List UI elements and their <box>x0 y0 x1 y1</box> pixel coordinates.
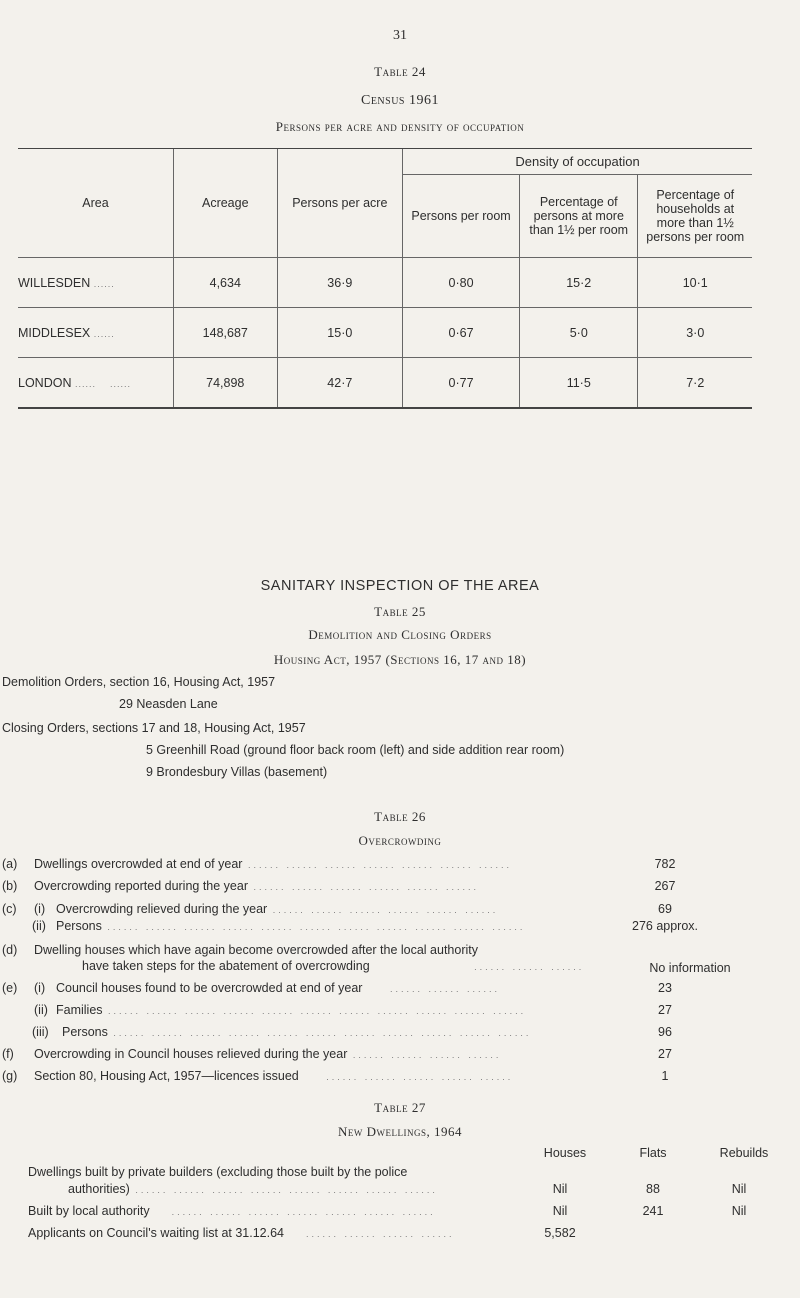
row-area: LONDON <box>18 375 72 390</box>
row-ppr: 0·67 <box>403 308 520 358</box>
item-sub-marker: (i) <box>34 981 46 995</box>
row-pct-persons: 15·2 <box>520 258 638 308</box>
item-sub-marker: (ii) <box>32 919 46 933</box>
row-label: Dwellings built by private builders (excluding those built by the police <box>28 1165 408 1179</box>
row-pct-households: 10·1 <box>638 258 752 308</box>
header-acreage: Acreage <box>174 149 278 258</box>
item-marker: (a) <box>2 857 18 871</box>
table24-title: Table 24 <box>374 64 426 79</box>
leader-dots: ...... ...... ...... ...... ...... ...... <box>267 905 499 915</box>
leader-dots: ...... ...... ...... ...... ...... ...... ...... ...... ...... ...... ...... <box>107 1028 532 1038</box>
item-text: Persons <box>56 919 102 933</box>
leader-dots: ...... ...... ...... ...... <box>284 1229 455 1239</box>
item-text: Families <box>56 1003 103 1017</box>
closing-label: Closing Orders, sections 17 and 18, Housing Act, 1957 <box>2 721 306 735</box>
item-marker: (c) <box>2 902 17 916</box>
item-text-continued: have taken steps for the abatement of overcrowding <box>82 959 370 973</box>
item-value: 96 <box>658 1025 672 1039</box>
item-value: 782 <box>654 857 676 871</box>
list-item <box>34 857 644 871</box>
table25-title: Table 25 <box>374 604 426 619</box>
page-number: 31 <box>393 28 407 43</box>
row-area: WILLESDEN <box>18 275 91 290</box>
table25-subtitle: Demolition and Closing Orders <box>308 627 492 642</box>
header-density: Density of occupation <box>403 149 752 175</box>
header-pct-households: Percentage of households at more than 1½ persons per room <box>638 175 752 258</box>
cell-flats: 241 <box>642 1204 664 1218</box>
demolition-label: Demolition Orders, section 16, Housing Act, 1957 <box>2 675 276 689</box>
item-marker: (b) <box>2 879 18 893</box>
leader-dots: ...... ...... ...... ...... ...... ...... ...... <box>242 860 512 870</box>
column-header-flats: Flats <box>639 1146 667 1160</box>
row-label: Applicants on Council's waiting list at 31.12.64 <box>28 1226 285 1240</box>
leader-dots: ...... ...... ...... <box>362 984 500 994</box>
demolition-item: 29 Neasden Lane <box>119 697 218 711</box>
leader-dots: ...... ...... ...... ...... ...... ...... <box>248 882 480 892</box>
table26-title: Table 26 <box>374 809 426 824</box>
row-area: MIDDLESEX <box>18 325 91 340</box>
table27-title: Table 27 <box>374 1100 426 1115</box>
item-text: Section 80, Housing Act, 1957—licences issued <box>34 1069 299 1083</box>
table-row <box>28 1226 518 1240</box>
leader-dots: ...... ...... ...... ...... ...... ...... ...... ...... <box>129 1185 438 1195</box>
cell-houses: Nil <box>552 1204 568 1218</box>
row-label: Built by local authority <box>28 1204 150 1218</box>
row-ppr: 0·80 <box>403 258 520 308</box>
table-row <box>18 258 752 308</box>
leader-dots: ...... ...... ...... ...... ...... ...... ...... ...... ...... ...... ...... <box>102 1006 527 1016</box>
item-value: 267 <box>654 879 676 893</box>
row-label-continued: authorities) <box>68 1182 130 1196</box>
cell-rebuilds: Nil <box>731 1182 747 1196</box>
table-row <box>18 308 752 358</box>
row-pct-persons: 5·0 <box>520 308 638 358</box>
row-ppr: 0·77 <box>403 358 520 409</box>
column-header-houses: Houses <box>543 1146 587 1160</box>
list-item <box>34 879 644 893</box>
item-value: No information <box>649 961 731 975</box>
section-heading: SANITARY INSPECTION OF THE AREA <box>260 578 540 594</box>
item-marker: (g) <box>2 1069 18 1083</box>
item-value: 27 <box>658 1003 672 1017</box>
leader-dots: ...... ...... ...... ...... ...... <box>298 1072 514 1082</box>
leader-dots: ...... ...... <box>74 378 131 389</box>
list-item <box>56 919 644 933</box>
list-item <box>56 981 644 995</box>
header-area: Area <box>18 149 174 258</box>
leader-dots: ...... ...... ...... <box>369 962 585 972</box>
closing-item: 5 Greenhill Road (ground floor back room (left) and side addition rear room) <box>146 743 565 757</box>
item-text: Persons <box>62 1025 108 1039</box>
item-sub-marker: (i) <box>34 902 46 916</box>
item-text: Overcrowding relieved during the year <box>56 902 268 916</box>
table-row <box>18 358 752 409</box>
row-ppa: 42·7 <box>277 358 403 409</box>
list-item <box>56 902 644 916</box>
item-marker: (d) <box>2 943 18 957</box>
item-value: 27 <box>658 1047 672 1061</box>
row-acreage: 4,634 <box>174 258 278 308</box>
table26-subtitle: Overcrowding <box>358 833 442 848</box>
item-text: Dwellings overcrowded at end of year <box>34 857 243 871</box>
list-item <box>34 1047 644 1061</box>
header-persons-per-acre: Persons per acre <box>277 149 403 258</box>
item-value: 1 <box>661 1069 669 1083</box>
leader-dots: ...... ...... ...... ...... ...... ...... ...... <box>149 1207 436 1217</box>
row-acreage: 74,898 <box>174 358 278 409</box>
table24-heading: Persons per acre and density of occupation <box>275 119 525 134</box>
table27-subtitle: New Dwellings, 1964 <box>337 1124 462 1139</box>
item-sub-marker: (iii) <box>32 1025 49 1039</box>
item-sub-marker: (ii) <box>34 1003 48 1017</box>
list-item <box>62 1025 644 1039</box>
item-text: Dwelling houses which have again become overcrowded after the local authority <box>34 943 479 957</box>
leader-dots: ...... <box>93 278 115 289</box>
column-header-rebuilds: Rebuilds <box>719 1146 769 1160</box>
row-ppa: 36·9 <box>277 258 403 308</box>
cell-flats: 88 <box>646 1182 660 1196</box>
leader-dots: ...... <box>93 328 115 339</box>
item-text: Overcrowding in Council houses relieved during the year <box>34 1047 348 1061</box>
item-value: 276 approx. <box>632 919 699 933</box>
list-item <box>34 1069 644 1083</box>
item-value: 69 <box>658 902 672 916</box>
census-table <box>18 148 752 409</box>
leader-dots: ...... ...... ...... ...... <box>347 1050 502 1060</box>
header-persons-per-room: Persons per room <box>403 175 520 258</box>
table-row <box>28 1204 518 1218</box>
closing-item: 9 Brondesbury Villas (basement) <box>146 765 328 779</box>
list-item <box>82 959 642 973</box>
table25-act: Housing Act, 1957 (Sections 16, 17 and 18) <box>273 652 527 667</box>
item-marker: (e) <box>2 981 18 995</box>
table24-subtitle: Census 1961 <box>360 93 439 108</box>
item-text: Overcrowding reported during the year <box>34 879 249 893</box>
header-pct-persons: Percentage of persons at more than 1½ per room <box>520 175 638 258</box>
row-pct-households: 7·2 <box>638 358 752 409</box>
row-ppa: 15·0 <box>277 308 403 358</box>
table-row <box>68 1182 518 1196</box>
item-marker: (f) <box>2 1047 14 1061</box>
row-acreage: 148,687 <box>174 308 278 358</box>
cell-houses: 5,582 <box>544 1226 576 1240</box>
cell-houses: Nil <box>552 1182 568 1196</box>
list-item <box>56 1003 644 1017</box>
item-text: Council houses found to be overcrowded at end of year <box>56 981 363 995</box>
row-pct-households: 3·0 <box>638 308 752 358</box>
cell-rebuilds: Nil <box>731 1204 747 1218</box>
row-pct-persons: 11·5 <box>520 358 638 409</box>
item-value: 23 <box>658 981 672 995</box>
leader-dots: ...... ...... ...... ...... ...... ...... ...... ...... ...... ...... ...... <box>101 922 526 932</box>
